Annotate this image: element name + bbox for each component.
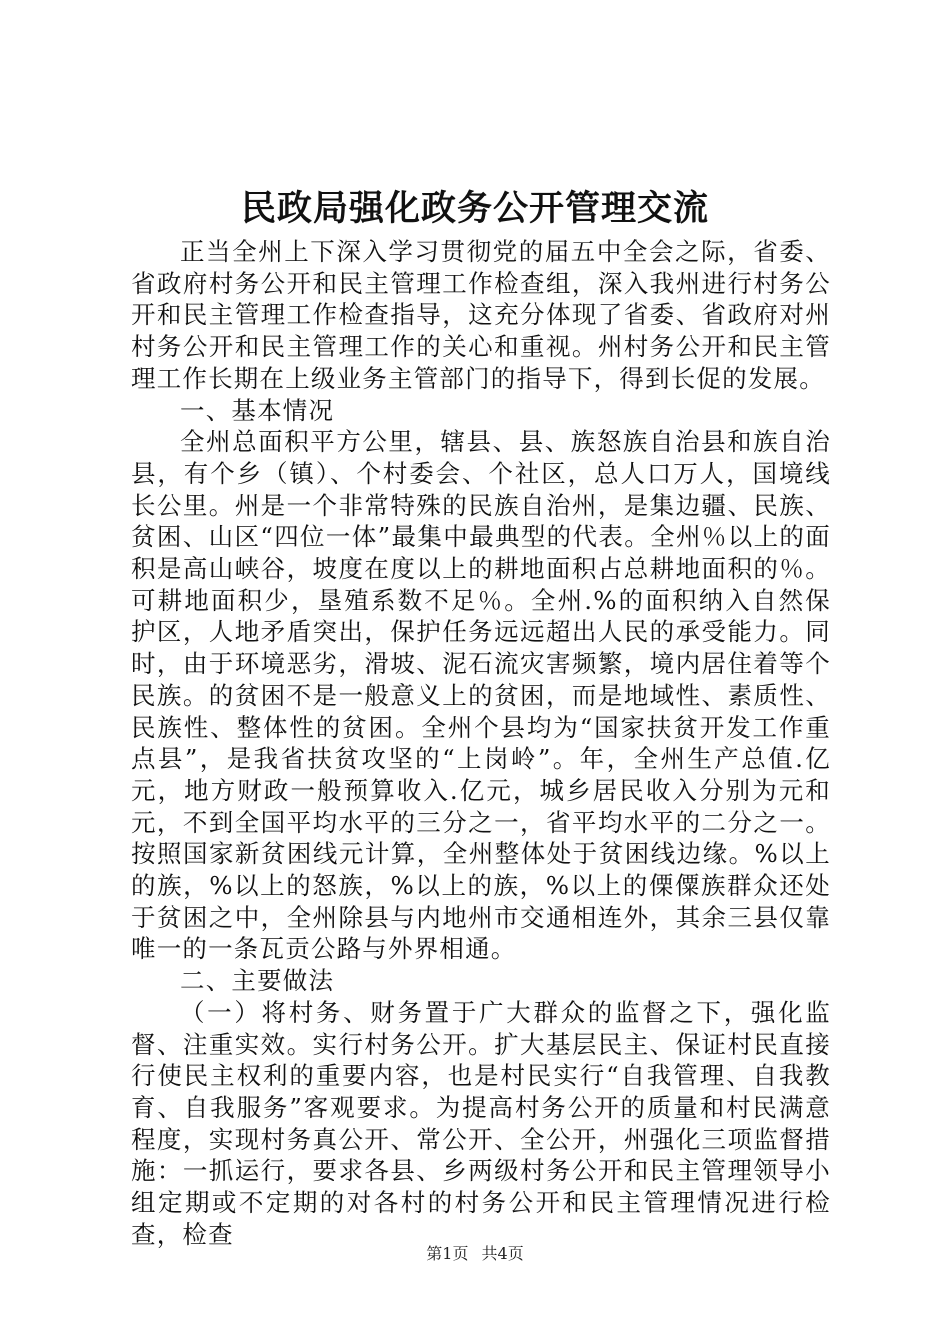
paragraph-basic-situation: 全州总面积平方公里，辖县、县、族怒族自治县和族自治县，有个乡（镇）、个村委会、个社区，总人口万人，国境线长公里。州是一个非常特殊的民族自治州，是集边疆、民族、贫困、山区“四位一体”最集中最典型的代表。全州％以上的面积是高山峡谷，坡度在度以上的耕地面积占总耕地面积的％。可耕地面积少，垦殖系数不足％。全州.%的面积纳入自然保护区，人地矛盾突出，保护任务远远超出人民的承受能力。同时，由于环境恶劣，滑坡、泥石流灾害频繁，境内居住着等个民族。的贫困不是一般意义上的贫困，而是地域性、素质性、民族性、整体性的贫困。全州个县均为“国家扶贫开发工作重点县”，是我省扶贫攻坚的“上岗岭”。年，全州生产总值.亿元，地方财政一般预算收入.亿元，城乡居民收入分别为元和元，不到全国平均水平的三分之一，省平均水平的二分之一。按照国家新贫困线元计算，全州整体处于贫困线边缘。%以上的族，%以上的怒族，%以上的族，%以上的傈僳族群众还处于贫困之中，全州除县与内地州市交通相连外，其余三县仅靠唯一的一条瓦贡公路与外界相通。 [131,427,831,964]
page-total: 共4页 [481,1244,524,1263]
page-number: 第1页 [426,1244,469,1263]
page-footer [0,1242,950,1266]
section-heading-main-practices: 二、主要做法 [180,966,335,996]
paragraph-main-practices: （一）将村务、财务置于广大群众的监督之下，强化监督、注重实效。实行村务公开。扩大基层民主、保证村民直接行使民主权利的重要内容，也是村民实行“自我管理、自我教育、自我服务”客观要求。为提高村务公开的质量和村民满意程度，实现村务真公开、常公开、全公开，州强化三项监督措施：一抓运行，要求各县、乡两级村务公开和民主管理领导小组定期或不定期的对各村的村务公开和民主管理情况进行检查，检查 [131,997,831,1249]
paragraph-intro: 正当全州上下深入学习贯彻党的届五中全会之际，省委、省政府村务公开和民主管理工作检查组，深入我州进行村务公开和民主管理工作检查指导，这充分体现了省委、省政府对州村务公开和民主管理工作的关心和重视。州村务公开和民主管理工作长期在上级业务主管部门的指导下，得到长促的发展。 [131,237,831,393]
document-body [131,236,831,1251]
document-title: 民政局强化政务公开管理交流 [240,188,709,229]
section-heading-basic-situation: 一、基本情况 [180,395,335,425]
